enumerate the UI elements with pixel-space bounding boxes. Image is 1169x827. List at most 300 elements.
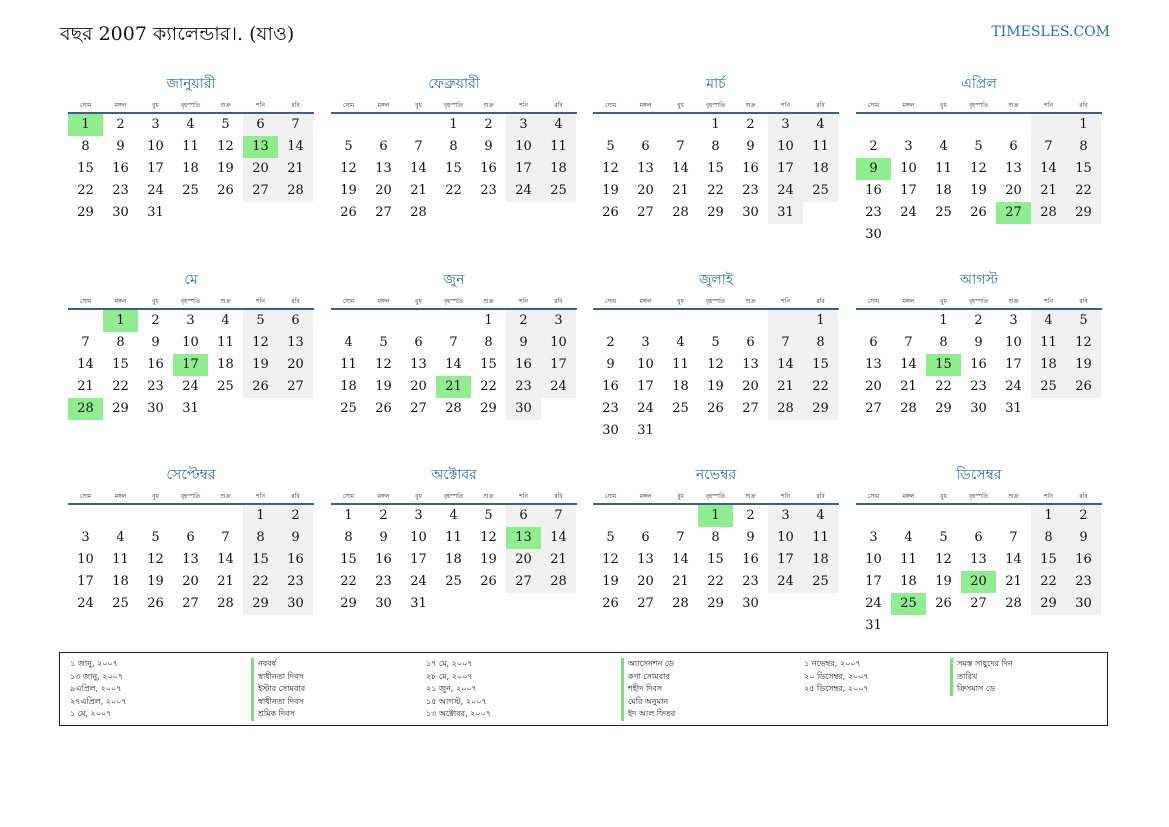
day-cell[interactable]: 12: [602, 161, 619, 176]
day-cell[interactable]: 4: [221, 313, 230, 328]
day-cell[interactable]: 28: [217, 596, 234, 611]
day-cell[interactable]: 31: [147, 205, 164, 220]
day-cell[interactable]: 10: [77, 552, 94, 567]
day-cell[interactable]: 3: [81, 530, 90, 545]
day-cell[interactable]: 5: [711, 335, 720, 350]
day-cell[interactable]: 21: [278, 158, 313, 180]
day-cell[interactable]: 10: [900, 161, 917, 176]
day-cell[interactable]: 14: [1031, 158, 1066, 180]
day-cell[interactable]: 4: [449, 508, 458, 523]
day-cell[interactable]: 23: [742, 183, 759, 198]
day-cell[interactable]: 19: [1066, 354, 1101, 376]
day-cell[interactable]: 14: [410, 161, 427, 176]
day-cell[interactable]: 22: [340, 574, 357, 589]
day-cell[interactable]: 16: [970, 357, 987, 372]
day-cell[interactable]: 6: [379, 139, 388, 154]
holiday-day-cell[interactable]: 13: [506, 527, 541, 549]
day-cell[interactable]: 16: [506, 354, 541, 376]
day-cell[interactable]: 26: [147, 596, 164, 611]
holiday-day-cell[interactable]: 1: [68, 114, 103, 136]
day-cell[interactable]: 18: [803, 158, 838, 180]
day-cell[interactable]: 13: [637, 161, 654, 176]
day-cell[interactable]: 25: [803, 571, 838, 593]
day-cell[interactable]: 15: [480, 357, 497, 372]
day-cell[interactable]: 24: [410, 574, 427, 589]
day-cell[interactable]: 5: [606, 530, 615, 545]
day-cell[interactable]: 3: [506, 114, 541, 136]
day-cell[interactable]: 16: [742, 161, 759, 176]
day-cell[interactable]: 26: [935, 596, 952, 611]
day-cell[interactable]: 9: [484, 139, 493, 154]
day-cell[interactable]: 25: [672, 401, 689, 416]
day-cell[interactable]: 4: [904, 530, 913, 545]
day-cell[interactable]: 20: [243, 158, 278, 180]
day-cell[interactable]: 29: [112, 401, 129, 416]
day-cell[interactable]: 29: [803, 398, 838, 420]
day-cell[interactable]: 1: [484, 313, 493, 328]
day-cell[interactable]: 25: [803, 180, 838, 202]
day-cell[interactable]: 18: [935, 183, 952, 198]
day-cell[interactable]: 1: [344, 508, 353, 523]
day-cell[interactable]: 4: [939, 139, 948, 154]
day-cell[interactable]: 27: [182, 596, 199, 611]
day-cell[interactable]: 16: [112, 161, 129, 176]
day-cell[interactable]: 12: [243, 332, 278, 354]
day-cell[interactable]: 12: [1066, 332, 1101, 354]
day-cell[interactable]: 27: [506, 571, 541, 593]
day-cell[interactable]: 17: [637, 379, 654, 394]
day-cell[interactable]: 19: [602, 574, 619, 589]
day-cell[interactable]: 5: [344, 139, 353, 154]
day-cell[interactable]: 22: [935, 379, 952, 394]
day-cell[interactable]: 14: [278, 136, 313, 158]
day-cell[interactable]: 15: [1031, 549, 1066, 571]
day-cell[interactable]: 16: [602, 379, 619, 394]
day-cell[interactable]: 8: [1031, 527, 1066, 549]
day-cell[interactable]: 6: [1009, 139, 1018, 154]
day-cell[interactable]: 27: [742, 401, 759, 416]
day-cell[interactable]: 17: [865, 574, 882, 589]
day-cell[interactable]: 23: [970, 379, 987, 394]
day-cell[interactable]: 23: [147, 379, 164, 394]
day-cell[interactable]: 11: [445, 530, 462, 545]
day-cell[interactable]: 3: [904, 139, 913, 154]
day-cell[interactable]: 4: [803, 114, 838, 136]
day-cell[interactable]: 1: [449, 117, 458, 132]
day-cell[interactable]: 4: [1031, 310, 1066, 332]
day-cell[interactable]: 28: [1005, 596, 1022, 611]
day-cell[interactable]: 15: [340, 552, 357, 567]
day-cell[interactable]: 19: [243, 354, 278, 376]
day-cell[interactable]: 18: [803, 549, 838, 571]
day-cell[interactable]: 7: [676, 530, 685, 545]
day-cell[interactable]: 12: [375, 357, 392, 372]
day-cell[interactable]: 19: [707, 379, 724, 394]
day-cell[interactable]: 15: [803, 354, 838, 376]
day-cell[interactable]: 30: [865, 227, 882, 242]
day-cell[interactable]: 23: [742, 574, 759, 589]
day-cell[interactable]: 6: [641, 139, 650, 154]
day-cell[interactable]: 11: [1031, 332, 1066, 354]
day-cell[interactable]: 3: [541, 310, 576, 332]
day-cell[interactable]: 14: [541, 527, 576, 549]
day-cell[interactable]: 9: [379, 530, 388, 545]
day-cell[interactable]: 24: [147, 183, 164, 198]
day-cell[interactable]: 15: [243, 549, 278, 571]
holiday-day-cell[interactable]: 20: [961, 571, 996, 593]
day-cell[interactable]: 24: [768, 571, 803, 593]
day-cell[interactable]: 12: [340, 161, 357, 176]
day-cell[interactable]: 18: [182, 161, 199, 176]
day-cell[interactable]: 3: [414, 508, 423, 523]
day-cell[interactable]: 21: [541, 549, 576, 571]
day-cell[interactable]: 22: [1066, 180, 1101, 202]
day-cell[interactable]: 14: [672, 161, 689, 176]
day-cell[interactable]: 29: [480, 401, 497, 416]
day-cell[interactable]: 25: [1031, 376, 1066, 398]
day-cell[interactable]: 3: [768, 114, 803, 136]
holiday-day-cell[interactable]: 28: [68, 398, 103, 420]
day-cell[interactable]: 1: [803, 310, 838, 332]
day-cell[interactable]: 6: [506, 505, 541, 527]
day-cell[interactable]: 10: [768, 527, 803, 549]
site-link[interactable]: TIMESLES.COM: [991, 24, 1110, 40]
day-cell[interactable]: 31: [410, 596, 427, 611]
day-cell[interactable]: 12: [970, 161, 987, 176]
day-cell[interactable]: 23: [480, 183, 497, 198]
day-cell[interactable]: 17: [77, 574, 94, 589]
day-cell[interactable]: 18: [445, 552, 462, 567]
day-cell[interactable]: 29: [1031, 593, 1066, 615]
day-cell[interactable]: 11: [900, 552, 917, 567]
day-cell[interactable]: 30: [147, 401, 164, 416]
day-cell[interactable]: 19: [217, 161, 234, 176]
day-cell[interactable]: 13: [742, 357, 759, 372]
day-cell[interactable]: 9: [1066, 527, 1101, 549]
day-cell[interactable]: 30: [375, 596, 392, 611]
day-cell[interactable]: 26: [217, 183, 234, 198]
day-cell[interactable]: 23: [1066, 571, 1101, 593]
day-cell[interactable]: 7: [904, 335, 913, 350]
day-cell[interactable]: 4: [803, 505, 838, 527]
day-cell[interactable]: 18: [112, 574, 129, 589]
day-cell[interactable]: 2: [484, 117, 493, 132]
day-cell[interactable]: 16: [865, 183, 882, 198]
day-cell[interactable]: 7: [541, 505, 576, 527]
day-cell[interactable]: 8: [803, 332, 838, 354]
day-cell[interactable]: 22: [707, 574, 724, 589]
day-cell[interactable]: 7: [278, 114, 313, 136]
day-cell[interactable]: 6: [278, 310, 313, 332]
day-cell[interactable]: 7: [414, 139, 423, 154]
day-cell[interactable]: 5: [606, 139, 615, 154]
day-cell[interactable]: 5: [221, 117, 230, 132]
day-cell[interactable]: 12: [602, 552, 619, 567]
day-cell[interactable]: 10: [865, 552, 882, 567]
day-cell[interactable]: 24: [1005, 379, 1022, 394]
day-cell[interactable]: 11: [112, 552, 129, 567]
day-cell[interactable]: 6: [869, 335, 878, 350]
holiday-day-cell[interactable]: 15: [926, 354, 961, 376]
day-cell[interactable]: 19: [602, 183, 619, 198]
day-cell[interactable]: 30: [742, 596, 759, 611]
day-cell[interactable]: 26: [602, 596, 619, 611]
day-cell[interactable]: 18: [541, 158, 576, 180]
day-cell[interactable]: 12: [147, 552, 164, 567]
day-cell[interactable]: 9: [606, 357, 615, 372]
day-cell[interactable]: 18: [900, 574, 917, 589]
day-cell[interactable]: 11: [672, 357, 689, 372]
day-cell[interactable]: 7: [1031, 136, 1066, 158]
day-cell[interactable]: 24: [637, 401, 654, 416]
day-cell[interactable]: 21: [672, 183, 689, 198]
day-cell[interactable]: 5: [243, 310, 278, 332]
day-cell[interactable]: 20: [637, 574, 654, 589]
day-cell[interactable]: 24: [506, 180, 541, 202]
day-cell[interactable]: 20: [742, 379, 759, 394]
day-cell[interactable]: 21: [217, 574, 234, 589]
day-cell[interactable]: 20: [375, 183, 392, 198]
day-cell[interactable]: 2: [506, 310, 541, 332]
day-cell[interactable]: 3: [768, 505, 803, 527]
day-cell[interactable]: 17: [768, 549, 803, 571]
day-cell[interactable]: 15: [707, 552, 724, 567]
day-cell[interactable]: 20: [865, 379, 882, 394]
day-cell[interactable]: 9: [746, 139, 755, 154]
day-cell[interactable]: 12: [707, 357, 724, 372]
day-cell[interactable]: 30: [742, 205, 759, 220]
day-cell[interactable]: 5: [939, 530, 948, 545]
day-cell[interactable]: 8: [711, 139, 720, 154]
day-cell[interactable]: 1: [1066, 114, 1101, 136]
day-cell[interactable]: 12: [217, 139, 234, 154]
day-cell[interactable]: 27: [375, 205, 392, 220]
day-cell[interactable]: 5: [484, 508, 493, 523]
day-cell[interactable]: 23: [865, 205, 882, 220]
day-cell[interactable]: 10: [182, 335, 199, 350]
day-cell[interactable]: 22: [445, 183, 462, 198]
day-cell[interactable]: 18: [340, 379, 357, 394]
day-cell[interactable]: 6: [974, 530, 983, 545]
day-cell[interactable]: 8: [939, 335, 948, 350]
day-cell[interactable]: 22: [243, 571, 278, 593]
day-cell[interactable]: 27: [278, 376, 313, 398]
day-cell[interactable]: 7: [81, 335, 90, 350]
day-cell[interactable]: 29: [1066, 202, 1101, 224]
day-cell[interactable]: 11: [935, 161, 952, 176]
day-cell[interactable]: 26: [375, 401, 392, 416]
holiday-day-cell[interactable]: 17: [173, 354, 208, 376]
day-cell[interactable]: 25: [935, 205, 952, 220]
day-cell[interactable]: 20: [182, 574, 199, 589]
holiday-day-cell[interactable]: 27: [996, 202, 1031, 224]
day-cell[interactable]: 23: [375, 574, 392, 589]
day-cell[interactable]: 28: [1031, 202, 1066, 224]
day-cell[interactable]: 29: [77, 205, 94, 220]
day-cell[interactable]: 13: [278, 332, 313, 354]
day-cell[interactable]: 6: [414, 335, 423, 350]
day-cell[interactable]: 31: [1005, 401, 1022, 416]
day-cell[interactable]: 17: [147, 161, 164, 176]
day-cell[interactable]: 10: [637, 357, 654, 372]
day-cell[interactable]: 26: [970, 205, 987, 220]
day-cell[interactable]: 6: [641, 530, 650, 545]
day-cell[interactable]: 7: [768, 332, 803, 354]
day-cell[interactable]: 29: [243, 593, 278, 615]
day-cell[interactable]: 4: [344, 335, 353, 350]
day-cell[interactable]: 13: [865, 357, 882, 372]
day-cell[interactable]: 17: [506, 158, 541, 180]
day-cell[interactable]: 31: [182, 401, 199, 416]
day-cell[interactable]: 6: [746, 335, 755, 350]
day-cell[interactable]: 11: [803, 136, 838, 158]
day-cell[interactable]: 30: [506, 398, 541, 420]
day-cell[interactable]: 26: [243, 376, 278, 398]
holiday-day-cell[interactable]: 25: [891, 593, 926, 615]
day-cell[interactable]: 24: [865, 596, 882, 611]
day-cell[interactable]: 28: [410, 205, 427, 220]
day-cell[interactable]: 3: [151, 117, 160, 132]
day-cell[interactable]: 2: [869, 139, 878, 154]
day-cell[interactable]: 25: [182, 183, 199, 198]
day-cell[interactable]: 13: [375, 161, 392, 176]
day-cell[interactable]: 5: [974, 139, 983, 154]
day-cell[interactable]: 17: [1005, 357, 1022, 372]
day-cell[interactable]: 10: [1005, 335, 1022, 350]
holiday-day-cell[interactable]: 9: [856, 158, 891, 180]
day-cell[interactable]: 2: [1066, 505, 1101, 527]
day-cell[interactable]: 13: [182, 552, 199, 567]
day-cell[interactable]: 24: [900, 205, 917, 220]
day-cell[interactable]: 8: [484, 335, 493, 350]
day-cell[interactable]: 15: [112, 357, 129, 372]
day-cell[interactable]: 11: [803, 527, 838, 549]
day-cell[interactable]: 27: [637, 205, 654, 220]
day-cell[interactable]: 27: [410, 401, 427, 416]
day-cell[interactable]: 16: [1066, 549, 1101, 571]
day-cell[interactable]: 4: [676, 335, 685, 350]
day-cell[interactable]: 21: [77, 379, 94, 394]
day-cell[interactable]: 25: [217, 379, 234, 394]
day-cell[interactable]: 11: [541, 136, 576, 158]
day-cell[interactable]: 9: [116, 139, 125, 154]
day-cell[interactable]: 5: [379, 335, 388, 350]
day-cell[interactable]: 8: [344, 530, 353, 545]
day-cell[interactable]: 29: [707, 205, 724, 220]
day-cell[interactable]: 28: [768, 398, 803, 420]
day-cell[interactable]: 27: [865, 401, 882, 416]
day-cell[interactable]: 28: [445, 401, 462, 416]
day-cell[interactable]: 20: [506, 549, 541, 571]
day-cell[interactable]: 1: [939, 313, 948, 328]
day-cell[interactable]: 17: [768, 158, 803, 180]
day-cell[interactable]: 24: [77, 596, 94, 611]
day-cell[interactable]: 28: [541, 571, 576, 593]
day-cell[interactable]: 8: [81, 139, 90, 154]
day-cell[interactable]: 22: [803, 376, 838, 398]
day-cell[interactable]: 21: [410, 183, 427, 198]
day-cell[interactable]: 30: [602, 423, 619, 438]
day-cell[interactable]: 19: [147, 574, 164, 589]
day-cell[interactable]: 2: [974, 313, 983, 328]
day-cell[interactable]: 15: [445, 161, 462, 176]
day-cell[interactable]: 16: [742, 552, 759, 567]
day-cell[interactable]: 18: [217, 357, 234, 372]
day-cell[interactable]: 21: [768, 376, 803, 398]
day-cell[interactable]: 9: [506, 332, 541, 354]
day-cell[interactable]: 6: [186, 530, 195, 545]
day-cell[interactable]: 25: [541, 180, 576, 202]
day-cell[interactable]: 2: [379, 508, 388, 523]
day-cell[interactable]: 11: [340, 357, 357, 372]
day-cell[interactable]: 11: [182, 139, 199, 154]
day-cell[interactable]: 29: [340, 596, 357, 611]
day-cell[interactable]: 23: [506, 376, 541, 398]
day-cell[interactable]: 3: [641, 335, 650, 350]
day-cell[interactable]: 21: [1005, 574, 1022, 589]
day-cell[interactable]: 8: [711, 530, 720, 545]
day-cell[interactable]: 31: [768, 202, 803, 224]
day-cell[interactable]: 19: [970, 183, 987, 198]
day-cell[interactable]: 12: [480, 530, 497, 545]
day-cell[interactable]: 20: [637, 183, 654, 198]
day-cell[interactable]: 14: [77, 357, 94, 372]
holiday-day-cell[interactable]: 13: [243, 136, 278, 158]
day-cell[interactable]: 16: [147, 357, 164, 372]
day-cell[interactable]: 1: [1031, 505, 1066, 527]
day-cell[interactable]: 23: [112, 183, 129, 198]
day-cell[interactable]: 3: [1009, 313, 1018, 328]
day-cell[interactable]: 31: [637, 423, 654, 438]
day-cell[interactable]: 7: [1009, 530, 1018, 545]
day-cell[interactable]: 20: [1005, 183, 1022, 198]
day-cell[interactable]: 5: [151, 530, 160, 545]
day-cell[interactable]: 29: [707, 596, 724, 611]
day-cell[interactable]: 27: [970, 596, 987, 611]
day-cell[interactable]: 21: [900, 379, 917, 394]
day-cell[interactable]: 26: [602, 205, 619, 220]
day-cell[interactable]: 26: [340, 205, 357, 220]
day-cell[interactable]: 2: [746, 117, 755, 132]
day-cell[interactable]: 2: [606, 335, 615, 350]
day-cell[interactable]: 22: [480, 379, 497, 394]
day-cell[interactable]: 14: [217, 552, 234, 567]
day-cell[interactable]: 10: [147, 139, 164, 154]
day-cell[interactable]: 30: [1066, 593, 1101, 615]
day-cell[interactable]: 28: [672, 205, 689, 220]
day-cell[interactable]: 31: [865, 618, 882, 633]
day-cell[interactable]: 13: [410, 357, 427, 372]
day-cell[interactable]: 14: [1005, 552, 1022, 567]
day-cell[interactable]: 17: [410, 552, 427, 567]
day-cell[interactable]: 16: [375, 552, 392, 567]
day-cell[interactable]: 13: [637, 552, 654, 567]
day-cell[interactable]: 9: [974, 335, 983, 350]
day-cell[interactable]: 7: [449, 335, 458, 350]
day-cell[interactable]: 14: [672, 552, 689, 567]
day-cell[interactable]: 25: [112, 596, 129, 611]
day-cell[interactable]: 17: [541, 354, 576, 376]
day-cell[interactable]: 8: [1066, 136, 1101, 158]
day-cell[interactable]: 2: [278, 505, 313, 527]
day-cell[interactable]: 23: [602, 401, 619, 416]
day-cell[interactable]: 14: [768, 354, 803, 376]
day-cell[interactable]: 2: [151, 313, 160, 328]
day-cell[interactable]: 13: [970, 552, 987, 567]
day-cell[interactable]: 2: [746, 508, 755, 523]
day-cell[interactable]: 10: [506, 136, 541, 158]
day-cell[interactable]: 30: [112, 205, 129, 220]
